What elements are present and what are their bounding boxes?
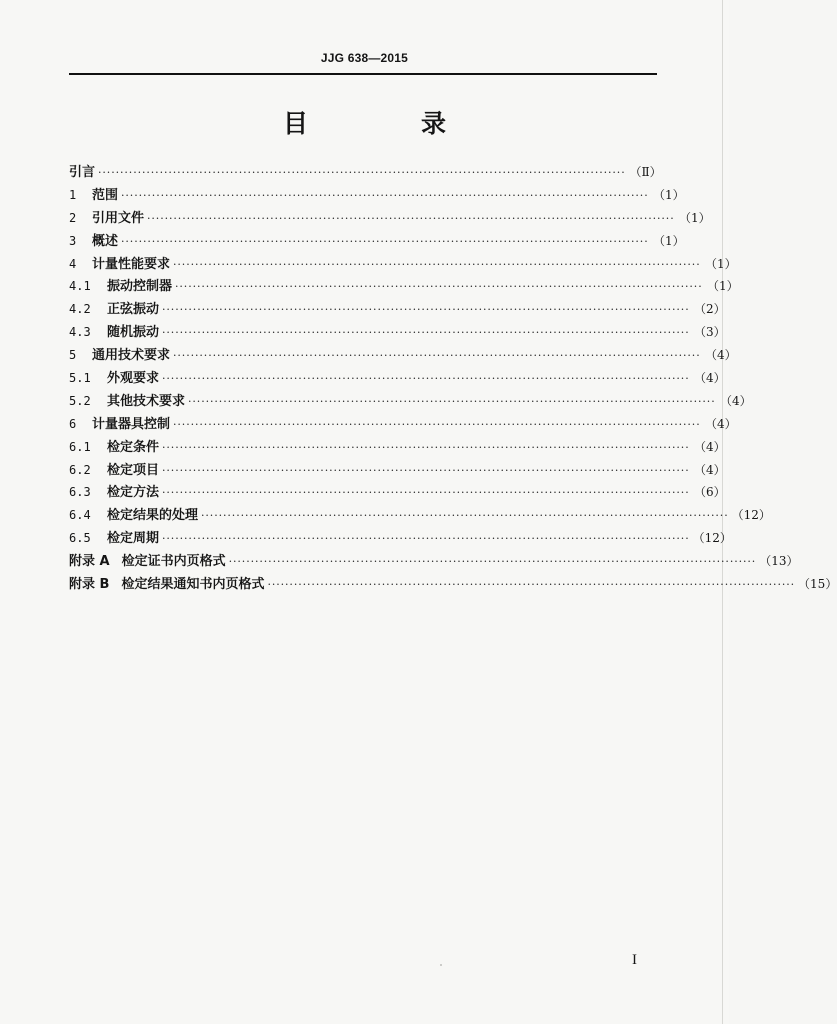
toc-entry-number: 3: [69, 233, 77, 248]
toc-entry: [69, 413, 737, 436]
toc-entry: [69, 275, 739, 298]
toc-entry-label: 振动控制器: [107, 279, 173, 295]
toc-leader-dots: ························································································································: [201, 509, 729, 523]
toc-entry-number: 6.5: [69, 531, 91, 546]
toc-entry-label: 检定项目: [107, 462, 160, 478]
toc-entry-number: 1: [69, 187, 77, 202]
toc-entry-label: 其他技术要求: [107, 393, 186, 409]
toc-entry: [69, 367, 726, 390]
toc-entry-number: 6.1: [69, 439, 91, 454]
toc-entry-number: 4.2: [69, 302, 91, 317]
toc-entry-label: 外观要求: [107, 371, 160, 387]
toc-entry-page: （15）: [798, 577, 837, 592]
toc-entry-label: 检定结果通知书内页格式: [121, 577, 265, 593]
toc-entry: [69, 230, 685, 253]
toc-leader-dots: ························································································································: [162, 532, 690, 546]
toc-entry-number: 5.2: [69, 393, 91, 408]
toc-entry-page: （1）: [652, 233, 685, 248]
header-rule: [69, 73, 657, 75]
toc-entry-page: （13）: [759, 554, 799, 569]
toc-entry: [69, 184, 685, 207]
page-number: I: [632, 952, 637, 968]
toc-entry-label: 概述: [92, 233, 119, 249]
toc-entry-page: （4）: [693, 371, 726, 386]
toc-entry-page: （4）: [719, 393, 752, 408]
toc-entry-page: （12）: [731, 508, 771, 523]
toc-entry-page: （2）: [693, 302, 726, 317]
toc-entry-label: 随机振动: [107, 325, 160, 341]
toc-entry-page: （1）: [706, 279, 739, 294]
standard-code-header: JJG 638—2015: [320, 51, 409, 65]
toc-entry-number: 4: [69, 256, 77, 271]
toc-entry-number: 6: [69, 416, 77, 431]
toc-entry-label: 检定周期: [107, 531, 160, 547]
toc-entry-label: 正弦振动: [107, 302, 160, 318]
toc-leader-dots: ························································································································: [162, 303, 690, 317]
toc-entry-number: 4.3: [69, 325, 91, 340]
scan-speck: [440, 964, 442, 966]
toc-entry-number: 6.3: [69, 485, 91, 500]
toc-leader-dots: ························································································································: [162, 326, 690, 340]
toc-entry-label: 检定条件: [107, 439, 160, 455]
toc-leader-dots: ························································································································: [121, 234, 649, 248]
toc-entry-number: 附录 A: [69, 554, 110, 570]
toc-entry-page: （Ⅱ）: [629, 165, 662, 179]
toc-entry-page: （1）: [678, 210, 711, 225]
toc-leader-dots: ························································································································: [98, 166, 626, 179]
toc-entry-number: 5.1: [69, 371, 91, 386]
toc-entry-page: （12）: [692, 531, 732, 546]
toc-entry: [69, 253, 737, 276]
toc-entry-label: 计量器具控制: [92, 416, 171, 432]
toc-entry: [69, 504, 771, 527]
toc-entry-number: 4.1: [69, 279, 91, 294]
toc-entry-page: （3）: [693, 325, 726, 340]
toc-leader-dots: ························································································································: [173, 417, 701, 431]
toc-entry: [69, 321, 726, 344]
toc-leader-dots: ························································································································: [162, 440, 690, 454]
toc-leader-dots: ························································································································: [175, 280, 703, 294]
toc-leader-dots: ························································································································: [147, 211, 675, 225]
toc-leader-dots: ························································································································: [121, 188, 649, 202]
toc-leader-dots: ························································································································: [162, 372, 690, 386]
toc-entry-page: （4）: [704, 416, 737, 431]
toc-entry: [69, 207, 711, 230]
toc-entry-number: 6.4: [69, 508, 91, 523]
toc-leader-dots: ························································································································: [267, 578, 796, 592]
toc-entry-label: 检定结果的处理: [107, 508, 199, 524]
toc-leader-dots: ························································································································: [188, 394, 716, 408]
toc-entry: [69, 390, 752, 413]
toc-entry: [69, 573, 837, 596]
toc-entry: [69, 550, 799, 573]
toc-entry-label: 计量性能要求: [92, 256, 171, 272]
toc-entry-number: 附录 B: [69, 577, 110, 593]
toc-entry: [69, 459, 726, 482]
toc-entry: [69, 298, 726, 321]
toc-entry: [69, 161, 662, 184]
toc-entry: [69, 344, 737, 367]
toc-entry-label: 范围: [92, 187, 119, 203]
toc-entry-page: （4）: [704, 348, 737, 363]
toc-entry: [69, 481, 726, 504]
toc-entry-number: 5: [69, 348, 77, 363]
toc-entry-label: 检定方法: [107, 485, 160, 501]
table-of-contents: [69, 161, 837, 596]
toc-leader-dots: ························································································································: [162, 463, 690, 477]
toc-entry-page: （4）: [693, 439, 726, 454]
toc-entry-label: 检定证书内页格式: [121, 554, 226, 570]
toc-leader-dots: ························································································································: [173, 349, 701, 363]
toc-entry: [69, 436, 726, 459]
toc-leader-dots: ························································································································: [228, 555, 757, 569]
toc-leader-dots: ························································································································: [162, 486, 690, 500]
toc-entry-number: 6.2: [69, 462, 91, 477]
toc-entry: [69, 527, 732, 550]
toc-entry-page: （1）: [652, 187, 685, 202]
toc-title: 目 录: [282, 109, 490, 138]
toc-entry-label: 通用技术要求: [92, 348, 171, 364]
toc-entry-page: （1）: [704, 256, 737, 271]
toc-entry-label: 引言: [69, 165, 96, 180]
toc-entry-page: （6）: [693, 485, 726, 500]
toc-entry-number: 2: [69, 210, 77, 225]
toc-entry-label: 引用文件: [92, 210, 145, 226]
toc-leader-dots: ························································································································: [173, 257, 701, 271]
toc-entry-page: （4）: [693, 462, 726, 477]
